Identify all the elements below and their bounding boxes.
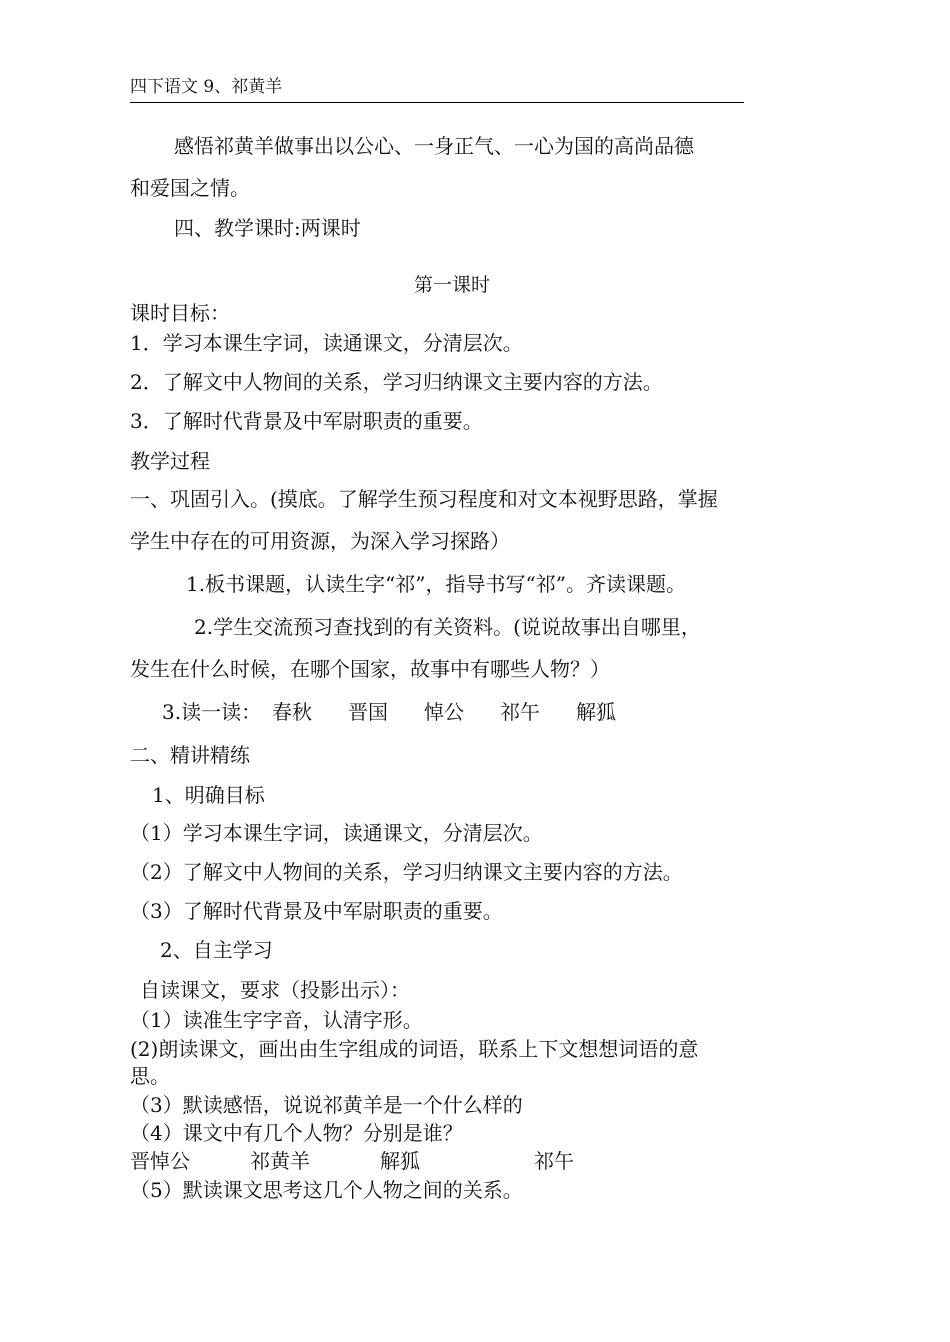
text-line: 教学过程 xyxy=(130,449,210,473)
text-line: 2、自主学习 xyxy=(160,938,273,962)
text-line: 1．学习本课生字词，读通课文，分清层次。 xyxy=(130,331,523,355)
character-name: 祁午 xyxy=(534,1149,574,1173)
text-line: 2.学生交流预习查找到的有关资料。(说说故事出自哪里， xyxy=(194,615,701,639)
text-line: （5）默读课文思考这几个人物之间的关系。 xyxy=(130,1178,523,1202)
text-line: 学生中存在的可用资源，为深入学习探路） xyxy=(130,529,510,553)
text-line: 二、精讲精练 xyxy=(130,743,250,767)
text-line: （1）读准生字字音，认清字形。 xyxy=(130,1008,423,1032)
text-line: 3．了解时代背景及中军尉职责的重要。 xyxy=(130,409,483,433)
character-name: 祁黄羊 xyxy=(250,1149,310,1173)
text-line: 和爱国之情。 xyxy=(130,176,250,200)
text-line: 一、巩固引入。(摸底。了解学生预习程度和对文本视野思路，掌握 xyxy=(130,487,718,511)
reading-word: 春秋 xyxy=(272,700,312,724)
names-row xyxy=(130,1149,574,1173)
text-line: （3）默读感悟，说说祁黄羊是一个什么样的 xyxy=(130,1093,523,1117)
text-line: 课时目标： xyxy=(130,301,230,325)
text-line: 思。 xyxy=(130,1064,170,1088)
text-line: 自读课文，要求（投影出示）： xyxy=(140,978,410,1002)
section-title: 第一课时 xyxy=(414,274,491,296)
reading-word: 悼公 xyxy=(424,700,464,724)
reading-label: 3.读一读： xyxy=(162,700,262,724)
text-line: 发生在什么时候，在哪个国家，故事中有哪些人物？） xyxy=(130,657,610,681)
text-line: 1、明确目标 xyxy=(152,783,265,807)
reading-word: 祁午 xyxy=(500,700,540,724)
text-line: （4）课文中有几个人物？分别是谁？ xyxy=(130,1121,463,1145)
text-line: （3）了解时代背景及中军尉职责的重要。 xyxy=(130,899,503,923)
character-name: 解狐 xyxy=(380,1149,420,1173)
reading-row xyxy=(162,700,616,724)
page-header: 四下语文 9、祁黄羊 xyxy=(130,76,744,103)
text-line: 2．了解文中人物间的关系，学习归纳课文主要内容的方法。 xyxy=(130,370,663,394)
text-line: （2）了解文中人物间的关系，学习归纳课文主要内容的方法。 xyxy=(130,860,683,884)
character-name: 晋悼公 xyxy=(130,1149,190,1173)
text-line: 1.板书课题，认读生字“祁”，指导书写“祁”。齐读课题。 xyxy=(186,572,686,596)
reading-word: 晋国 xyxy=(348,700,388,724)
text-line: 四、教学课时:两课时 xyxy=(174,216,361,240)
text-line: （1）学习本课生字词，读通课文，分清层次。 xyxy=(130,821,543,845)
text-line: 感悟祁黄羊做事出以公心、一身正气、一心为国的高尚品德 xyxy=(174,134,694,158)
reading-word: 解狐 xyxy=(576,700,616,724)
text-line: (2)朗读课文，画出由生字组成的词语，联系上下文想想词语的意 xyxy=(130,1037,699,1061)
